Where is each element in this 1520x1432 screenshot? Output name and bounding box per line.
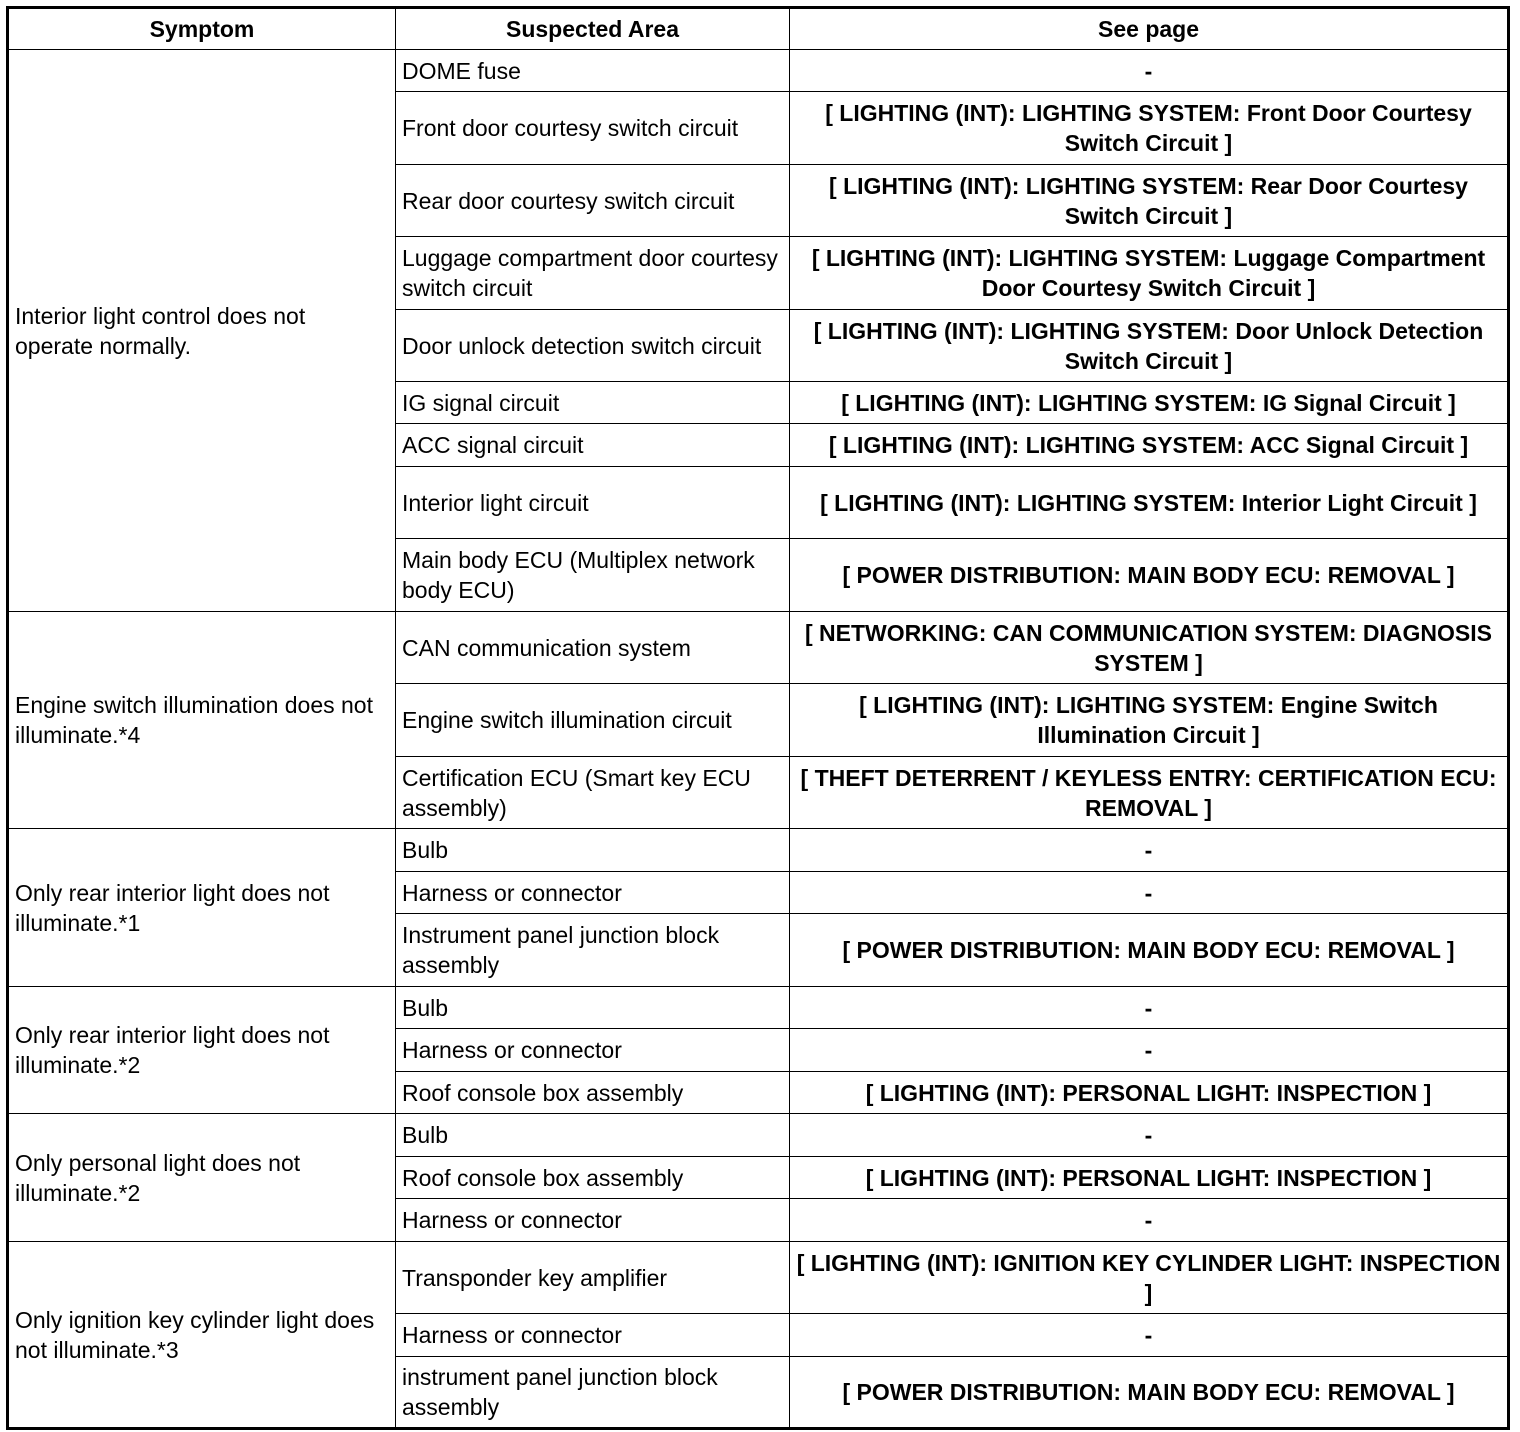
- see-page-cell: [ LIGHTING (INT): LIGHTING SYSTEM: IG Signal Circuit ]: [790, 382, 1509, 424]
- suspected-area-cell: Harness or connector: [396, 1314, 790, 1357]
- header-see-page: See page: [790, 8, 1509, 50]
- see-page-cell: -: [790, 1029, 1509, 1072]
- symptom-cell: Only ignition key cylinder light does not illuminate.*3: [8, 1242, 396, 1429]
- see-page-cell: [ LIGHTING (INT): LIGHTING SYSTEM: Door Unlock Detection Switch Circuit ]: [790, 310, 1509, 382]
- header-suspected-area: Suspected Area: [396, 8, 790, 50]
- suspected-area-cell: Bulb: [396, 987, 790, 1029]
- table-row: [8, 829, 1509, 872]
- see-page-cell: -: [790, 1314, 1509, 1357]
- suspected-area-cell: Instrument panel junction block assembly: [396, 914, 790, 987]
- suspected-area-cell: IG signal circuit: [396, 382, 790, 424]
- see-page-cell: [ THEFT DETERRENT / KEYLESS ENTRY: CERTIFICATION ECU: REMOVAL ]: [790, 757, 1509, 829]
- suspected-area-cell: Door unlock detection switch circuit: [396, 310, 790, 382]
- symptom-cell: Only rear interior light does not illuminate.*2: [8, 987, 396, 1114]
- symptom-cell: Only rear interior light does not illuminate.*1: [8, 829, 396, 987]
- suspected-area-cell: Roof console box assembly: [396, 1072, 790, 1114]
- symptom-cell: Interior light control does not operate normally.: [8, 50, 396, 612]
- see-page-cell: [ POWER DISTRIBUTION: MAIN BODY ECU: REMOVAL ]: [790, 914, 1509, 987]
- suspected-area-cell: Harness or connector: [396, 872, 790, 914]
- header-symptom: Symptom: [8, 8, 396, 50]
- suspected-area-cell: Certification ECU (Smart key ECU assembly): [396, 757, 790, 829]
- see-page-cell: [ LIGHTING (INT): LIGHTING SYSTEM: ACC Signal Circuit ]: [790, 424, 1509, 467]
- suspected-area-cell: Luggage compartment door courtesy switch circuit: [396, 237, 790, 310]
- suspected-area-cell: Roof console box assembly: [396, 1157, 790, 1199]
- header-row: [8, 8, 1509, 50]
- suspected-area-cell: Interior light circuit: [396, 467, 790, 539]
- see-page-cell: -: [790, 1199, 1509, 1242]
- suspected-area-cell: DOME fuse: [396, 50, 790, 92]
- see-page-cell: [ POWER DISTRIBUTION: MAIN BODY ECU: REMOVAL ]: [790, 539, 1509, 612]
- see-page-cell: -: [790, 50, 1509, 92]
- see-page-cell: [ LIGHTING (INT): LIGHTING SYSTEM: Engine Switch Illumination Circuit ]: [790, 684, 1509, 757]
- see-page-cell: -: [790, 829, 1509, 872]
- symptom-cell: Only personal light does not illuminate.*2: [8, 1114, 396, 1242]
- suspected-area-cell: Harness or connector: [396, 1029, 790, 1072]
- suspected-area-cell: Bulb: [396, 829, 790, 872]
- table-row: [8, 987, 1509, 1029]
- see-page-cell: [ NETWORKING: CAN COMMUNICATION SYSTEM: DIAGNOSIS SYSTEM ]: [790, 612, 1509, 684]
- suspected-area-cell: Front door courtesy switch circuit: [396, 92, 790, 165]
- table-row: [8, 612, 1509, 684]
- suspected-area-cell: Bulb: [396, 1114, 790, 1157]
- see-page-cell: [ LIGHTING (INT): LIGHTING SYSTEM: Front Door Courtesy Switch Circuit ]: [790, 92, 1509, 165]
- see-page-cell: -: [790, 872, 1509, 914]
- troubleshooting-table: [6, 6, 1510, 1430]
- suspected-area-cell: instrument panel junction block assembly: [396, 1357, 790, 1429]
- suspected-area-cell: Transponder key amplifier: [396, 1242, 790, 1314]
- see-page-cell: [ LIGHTING (INT): PERSONAL LIGHT: INSPECTION ]: [790, 1072, 1509, 1114]
- table-row: [8, 1114, 1509, 1157]
- suspected-area-cell: Harness or connector: [396, 1199, 790, 1242]
- table-row: [8, 50, 1509, 92]
- suspected-area-cell: CAN communication system: [396, 612, 790, 684]
- see-page-cell: [ LIGHTING (INT): LIGHTING SYSTEM: Rear Door Courtesy Switch Circuit ]: [790, 165, 1509, 237]
- suspected-area-cell: Main body ECU (Multiplex network body ECU): [396, 539, 790, 612]
- see-page-cell: [ LIGHTING (INT): LIGHTING SYSTEM: Luggage Compartment Door Courtesy Switch Circuit ]: [790, 237, 1509, 310]
- see-page-cell: [ POWER DISTRIBUTION: MAIN BODY ECU: REMOVAL ]: [790, 1357, 1509, 1429]
- suspected-area-cell: Engine switch illumination circuit: [396, 684, 790, 757]
- see-page-cell: [ LIGHTING (INT): IGNITION KEY CYLINDER LIGHT: INSPECTION ]: [790, 1242, 1509, 1314]
- table-row: [8, 1242, 1509, 1314]
- see-page-cell: -: [790, 987, 1509, 1029]
- see-page-cell: [ LIGHTING (INT): LIGHTING SYSTEM: Interior Light Circuit ]: [790, 467, 1509, 539]
- see-page-cell: -: [790, 1114, 1509, 1157]
- suspected-area-cell: Rear door courtesy switch circuit: [396, 165, 790, 237]
- see-page-cell: [ LIGHTING (INT): PERSONAL LIGHT: INSPECTION ]: [790, 1157, 1509, 1199]
- suspected-area-cell: ACC signal circuit: [396, 424, 790, 467]
- symptom-cell: Engine switch illumination does not illuminate.*4: [8, 612, 396, 829]
